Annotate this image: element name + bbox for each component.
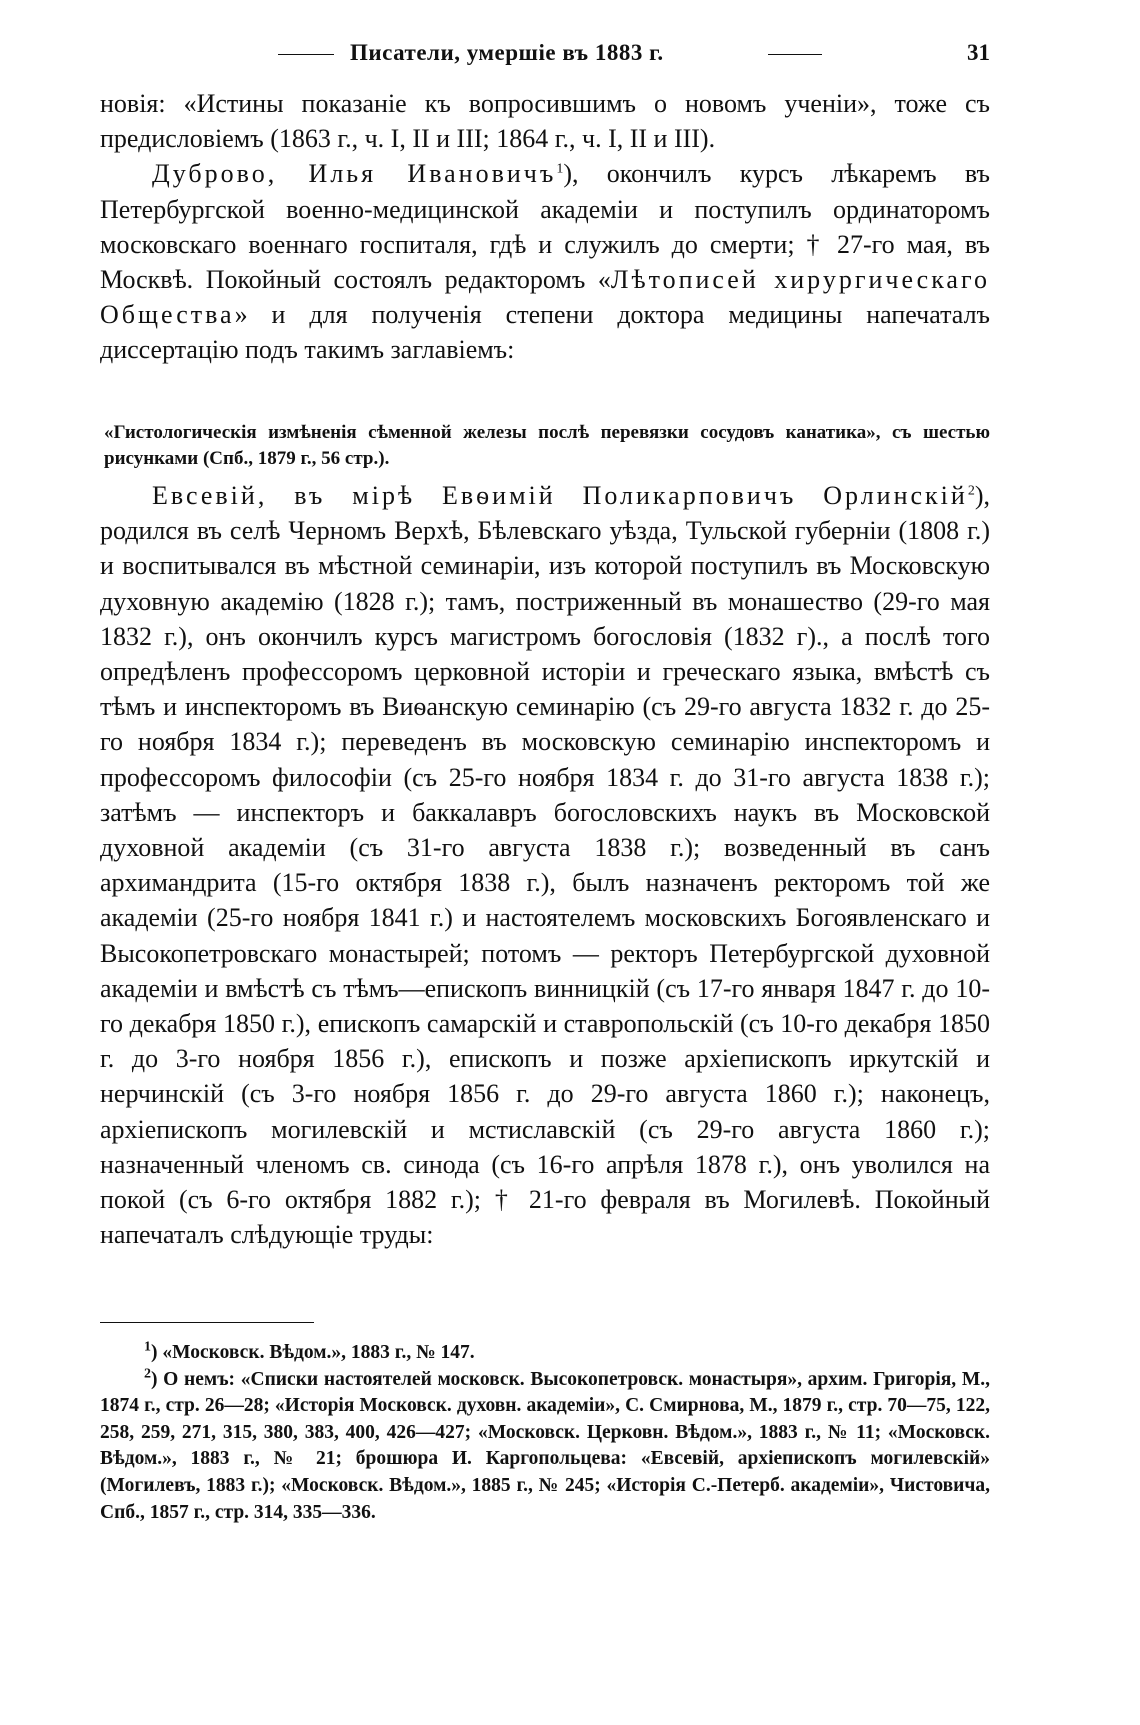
- footnote-mark-2: 2: [144, 1366, 151, 1382]
- main-text-upper: [100, 86, 990, 368]
- header-rule-right: [768, 54, 822, 55]
- entry-text-dubrovo: ), окончилъ курсъ лѣкаремъ въ Петербургской военно-медицинской академіи и поступилъ ординаторомъ московскаго военнаго госпиталя, гдѣ и служилъ до смерти; † 27-го мая, въ Москвѣ. Покойный состоялъ редакторомъ «: [100, 159, 991, 295]
- paragraph-continuation: новія: «Истины показаніе къ вопросившимъ о новомъ ученіи», тоже съ предисловіемъ (1863 г., ч. I, II и III; 1864 г., ч. I, II и III).: [100, 89, 990, 154]
- page-number: 31: [967, 40, 990, 65]
- entry-text-evsevy: ), родился въ селѣ Черномъ Верхѣ, Бѣлевскаго уѣзда, Тульской губерніи (1808 г.) и воспитывался въ мѣстной семинаріи, изъ которой поступилъ въ Московскую духовную академію (1828 г.); тамъ, постриженный въ монашество (29-го мая 1832 г.), онъ окончилъ курсъ магистромъ богословія (1832 г)., а послѣ того опредѣленъ профессоромъ церковной исторіи и греческаго языка, вмѣстѣ съ тѣмъ и инспекторомъ въ Виѳанскую семинарію (съ 29-го августа 1832 г. до 25-го ноября 1834 г.); переведенъ въ московскую семинарію инспекторомъ и профессоромъ философіи (съ 25-го ноября 1834 г. до 31-го августа 1838 г.); затѣмъ — инспекторъ и баккалавръ богословскихъ наукъ въ Московской духовной академіи (съ 31-го августа 1838 г.); возведенный въ санъ архимандрита (15-го октября 1838 г.), былъ назначенъ ректоромъ той же академіи (25-го ноября 1841 г.) и настоятелемъ московскихъ Богоявленскаго и Высокопетровскаго монастырей; потомъ — ректоръ Петербургской духовной академіи и вмѣстѣ съ тѣмъ—епископъ винницкій (съ 17-го января 1847 г. до 10-го декабря 1850 г.), епископъ самарскій и ставропольскій (съ 10-го декабря 1850 г. до 3-го ноября 1856 г.), епископъ и позже архіепископъ иркутскій и нерчинскій (съ 3-го ноября 1856 г. до 29-го августа 1860 г.); наконецъ, архіепископъ могилевскій и мстиславскій (съ 29-го августа 1860 г.); назначенный членомъ св. синода (съ 16-го апрѣля 1878 г.), онъ уволился на покой (съ 6-го октября 1882 г.); † 21-го февраля въ Могилевѣ. Покойный напечаталъ слѣдующіе труды:: [100, 481, 990, 1250]
- dissertation-title-quote: [104, 420, 990, 472]
- entry-name-dubrovo: Дуброво, Илья Ивановичъ: [152, 159, 557, 189]
- header-rule-left: [278, 54, 334, 55]
- entry-name-evsevy: Евсевій, въ мірѣ Евѳимій Поликарповичъ Орлинскій: [152, 481, 968, 510]
- footnote-ref-1: 1: [556, 161, 564, 177]
- footnote-1: [100, 1340, 990, 1367]
- running-title: Писатели, умершіе въ 1883 г.: [350, 40, 664, 65]
- footnote-2: [100, 1367, 990, 1527]
- quote-text: «Гистологическія измѣненія сѣменной железы послѣ перевязки сосудовъ канатика», съ шестью рисунками (Спб., 1879 г., 56 стр.).: [104, 422, 990, 469]
- footnote-ref-2: 2: [967, 483, 975, 499]
- running-header: [100, 40, 990, 74]
- footnote-separator: [100, 1322, 314, 1323]
- footnotes: [100, 1340, 990, 1526]
- entry-text-dubrovo-cont: » и для полученія степени доктора медицины напечаталъ диссертацію подъ такимъ заглавіемъ:: [100, 300, 990, 365]
- footnote-1-text: ) «Московск. Вѣдом.», 1883 г., № 147.: [151, 1342, 475, 1363]
- footnote-2-text: ) О немъ: «Списки настоятелей московск. Высокопетровск. монастыря», архим. Григорія, М., 1874 г., стр. 26—28; «Исторія Московск. духовн. академіи», С. Смирнова, М., 1879 г., стр. 70—75, 122, 258, 259, 271, 315, 380, 383, 400, 426—427; «Московск. Церковн. Вѣдом.», 1883 г., № 11; «Московск. Вѣдом.», 1883 г., № 21; брошюра И. Каргопольцева: «Евсевій, архіепископъ могилевскій» (Могилевъ, 1883 г.); «Московск. Вѣдом.», 1885 г., № 245; «Исторія С.-Петерб. академіи», Чистовича, Спб., 1857 г., стр. 314, 335—336.: [100, 1368, 990, 1523]
- journal-title: Лѣтописей хирургическаго Общества: [100, 265, 990, 330]
- footnote-mark-1: 1: [144, 1339, 151, 1355]
- main-text-lower: [100, 478, 990, 1252]
